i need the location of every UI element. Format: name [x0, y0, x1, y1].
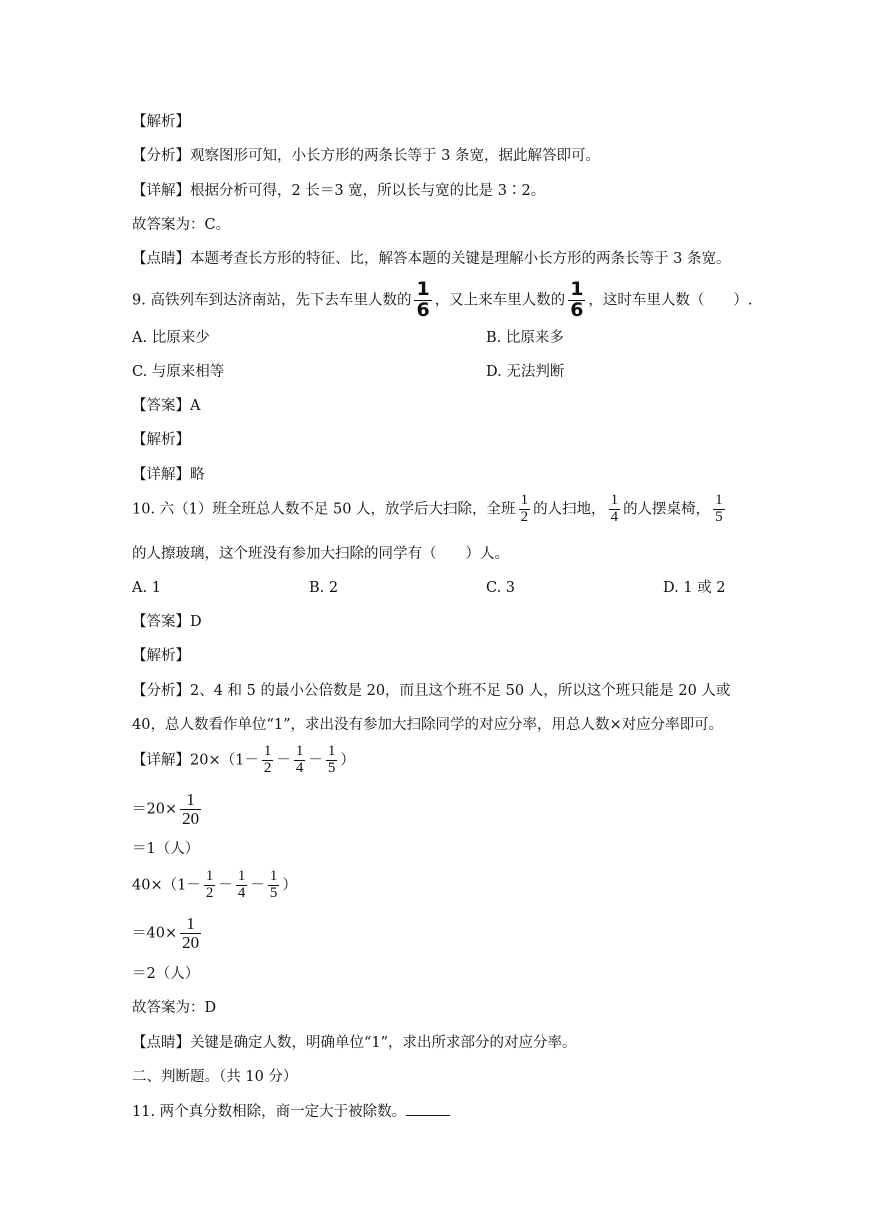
analysis-text: 【分析】观察图形可知，小长方形的两条长等于 3 条宽，据此解答即可。 [132, 148, 600, 164]
denominator: 5 [715, 508, 723, 525]
fraction [609, 493, 621, 526]
answer-text: 故答案为：D [132, 1000, 217, 1016]
minus-sign: － [308, 752, 323, 769]
calc-line-2 [132, 791, 204, 828]
answer-label: 【答案】D [132, 614, 202, 630]
minus-sign: － [276, 752, 291, 769]
question-text: 的人摆桌椅， [623, 501, 711, 518]
fraction [294, 744, 306, 777]
numerator: 1 [520, 492, 529, 508]
question-9 [132, 280, 753, 321]
denominator: 5 [327, 759, 336, 776]
calc-text: ＝40× [132, 925, 178, 942]
question-text: 的人扫地， [533, 501, 606, 518]
calc-line-6: ＝2（人） [132, 966, 200, 982]
minus-sign: － [250, 877, 265, 894]
calc-text: ） [282, 877, 297, 894]
denominator: 2 [520, 508, 529, 525]
detail-text: 【详解】略 [132, 467, 205, 483]
denominator: 5 [269, 884, 278, 901]
option-b: B. 比原来多 [486, 330, 564, 346]
numerator: 1 [269, 868, 278, 884]
calc-line-5 [132, 915, 204, 952]
calc-text: ＝20× [132, 801, 178, 818]
numerator: 1 [715, 492, 723, 508]
numerator: 1 [237, 868, 246, 884]
question-10 [132, 493, 728, 526]
analysis-text: 【分析】2、4 和 5 的最小公倍数是 20，而且这个班不足 50 人，所以这个班只能是 20 人或 [132, 683, 731, 699]
numerator: 1 [416, 278, 430, 300]
answer-blank[interactable] [406, 1101, 450, 1116]
question-text: ，又上来车里人数的 [434, 292, 566, 309]
question-text: 的人擦玻璃，这个班没有参加大扫除的同学有（ ）人。 [132, 546, 509, 562]
denominator: 4 [295, 759, 304, 776]
fraction [204, 869, 216, 902]
calc-text: 【详解】20×（1－ [132, 752, 259, 769]
numerator: 1 [205, 868, 214, 884]
section-heading: 二、判断题。（共 10 分） [132, 1069, 298, 1085]
question-text: 10. 六（1）班全班总人数不足 50 人，放学后大扫除，全班 [132, 501, 516, 518]
fraction [236, 869, 248, 902]
jiexi-heading: 【解析】 [132, 114, 190, 130]
numerator: 1 [180, 915, 201, 934]
denominator: 2 [263, 759, 272, 776]
fraction [262, 744, 274, 777]
fraction [180, 791, 201, 828]
answer-text: 故答案为：C。 [132, 217, 231, 233]
calc-text: ） [340, 752, 355, 769]
calc-line-1 [132, 744, 355, 777]
numerator: 1 [295, 743, 304, 759]
calc-line-3: ＝1（人） [132, 841, 200, 857]
denominator: 6 [416, 298, 430, 321]
option-c: C. 3 [486, 580, 516, 596]
fraction [713, 493, 725, 526]
option-a: A. 1 [132, 580, 161, 596]
fraction [414, 280, 431, 321]
denominator: 20 [182, 808, 200, 828]
denominator: 4 [237, 884, 246, 901]
numerator: 1 [327, 743, 336, 759]
numerator: 1 [263, 743, 272, 759]
comment-text: 【点睛】关键是确定人数，明确单位“1”，求出所求部分的对应分率。 [132, 1035, 577, 1051]
denominator: 20 [182, 932, 200, 952]
fraction [268, 869, 280, 902]
option-c: C. 与原来相等 [132, 364, 225, 380]
answer-label: 【答案】A [132, 398, 201, 414]
denominator: 4 [610, 508, 619, 525]
option-b: B. 2 [309, 580, 339, 596]
fraction [568, 280, 585, 321]
fraction [180, 915, 201, 952]
minus-sign: － [218, 877, 233, 894]
calc-line-4 [132, 869, 297, 902]
comment-text: 【点睛】本题考查长方形的特征、比，解答本题的关键是理解小长方形的两条长等于 3 条宽。 [132, 251, 731, 267]
option-d: D. 1 或 2 [663, 580, 726, 596]
question-text: ，这时车里人数（ ）. [588, 292, 753, 309]
option-d: D. 无法判断 [486, 364, 565, 380]
denominator: 6 [570, 298, 584, 321]
numerator: 1 [180, 791, 201, 810]
question-11 [132, 1101, 450, 1122]
denominator: 2 [205, 884, 214, 901]
analysis-text: 40，总人数看作单位“1”，求出没有参加大扫除同学的对应分率，用总人数×对应分率即可。 [132, 717, 724, 733]
jiexi-heading: 【解析】 [132, 648, 190, 664]
question-text: 11. 两个真分数相除，商一定大于被除数。 [132, 1104, 407, 1120]
jiexi-heading: 【解析】 [132, 432, 190, 448]
question-text: 9. 高铁列车到达济南站，先下去车里人数的 [132, 292, 412, 309]
calc-text: 40×（1－ [132, 877, 201, 894]
detail-text: 【详解】根据分析可得，2 长＝3 宽，所以长与宽的比是 3∶2。 [132, 183, 546, 199]
option-a: A. 比原来少 [132, 330, 210, 346]
numerator: 1 [570, 278, 584, 300]
fraction [326, 744, 338, 777]
numerator: 1 [610, 492, 619, 508]
fraction [519, 493, 531, 526]
